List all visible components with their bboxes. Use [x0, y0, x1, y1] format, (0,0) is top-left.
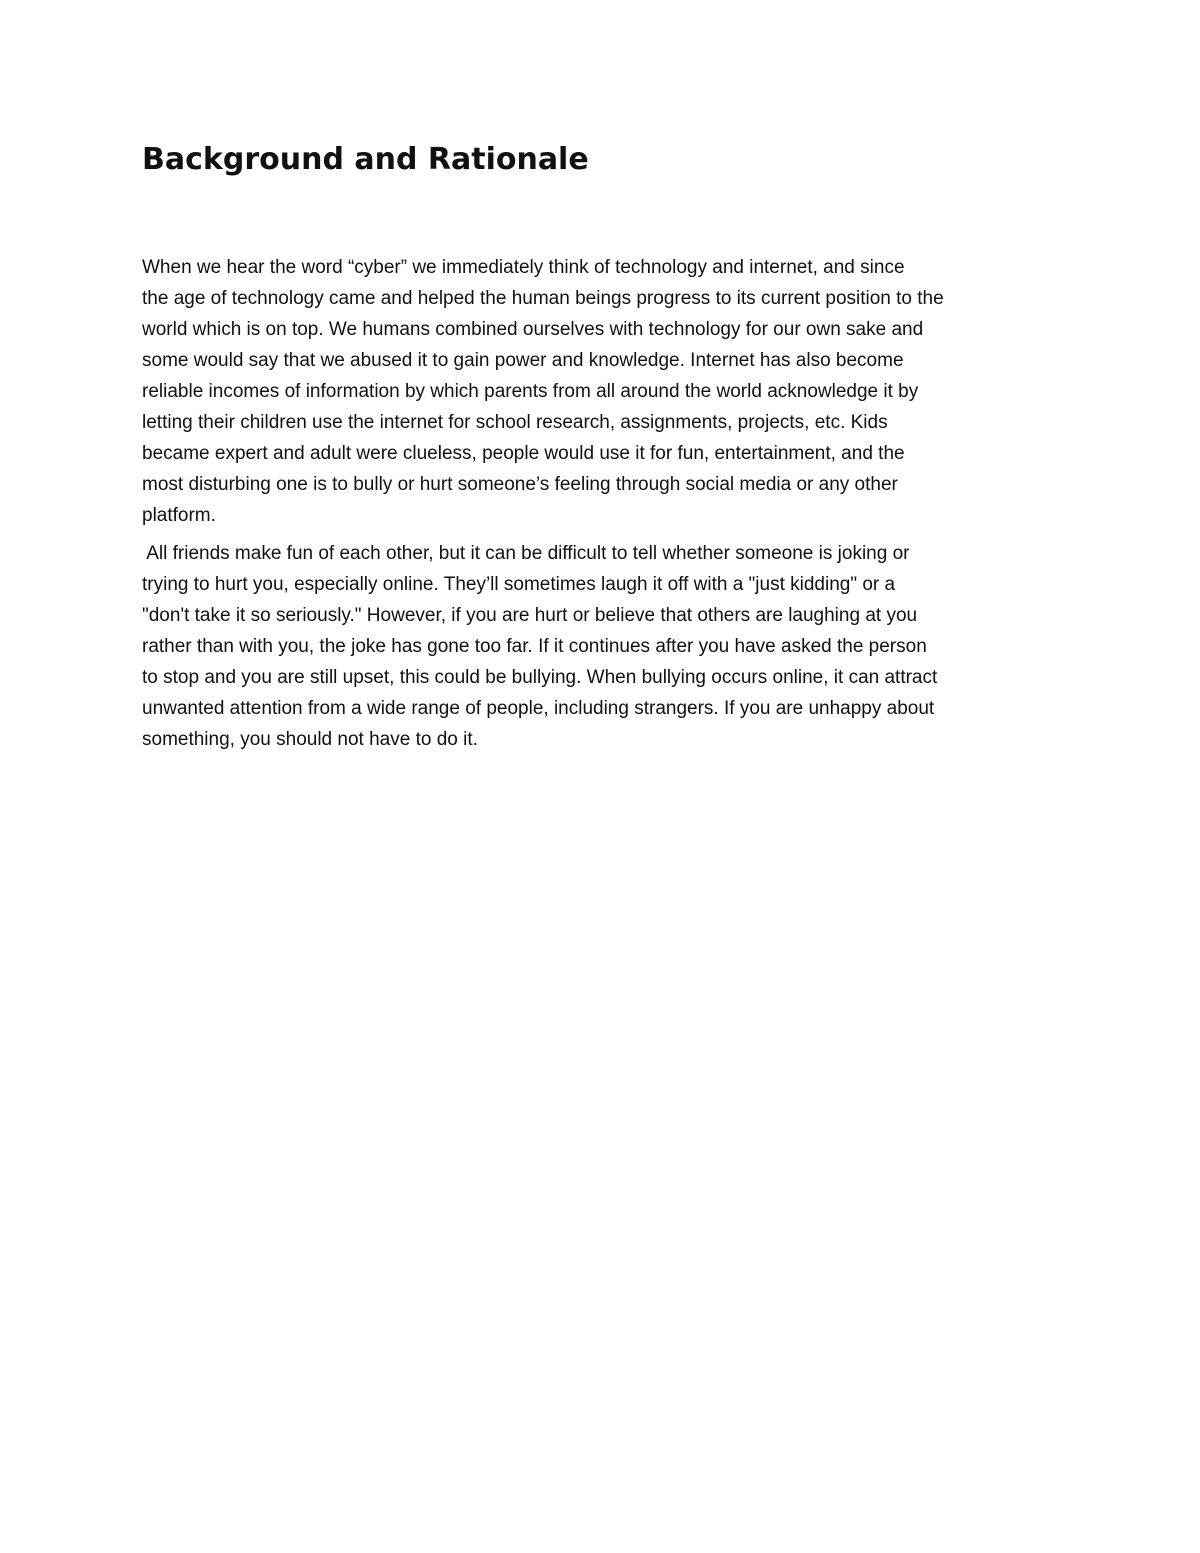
paragraph-line: platform. — [142, 505, 216, 526]
paragraph-line: some would say that we abused it to gain power and knowledge. Internet has also become — [142, 350, 904, 371]
paragraph-line: trying to hurt you, especially online. They’ll sometimes laugh it off with a "just kidding" or a — [142, 574, 896, 595]
paragraph-line: rather than with you, the joke has gone too far. If it continues after you have asked the person — [142, 636, 927, 657]
paragraph-line: reliable incomes of information by which parents from all around the world acknowledge it by — [142, 381, 919, 402]
paragraph-spacing — [142, 531, 1072, 538]
paragraph-line: world which is on top. We humans combined ourselves with technology for our own sake and — [142, 319, 924, 340]
paragraph-line: most disturbing one is to bully or hurt someone’s feeling through social media or any other — [142, 474, 898, 495]
document-body — [142, 252, 1072, 755]
paragraph-line: the age of technology came and helped the human beings progress to its current position to the — [142, 288, 944, 309]
paragraph-line: letting their children use the internet for school research, assignments, projects, etc. Kids — [142, 412, 888, 433]
paragraph-line: When we hear the word “cyber” we immediately think of technology and internet, and since — [142, 257, 905, 278]
paragraph-bullying — [142, 538, 1072, 755]
paragraph-line: became expert and adult were clueless, people would use it for fun, entertainment, and the — [142, 443, 905, 464]
paragraph-line: "don't take it so seriously." However, if you are hurt or believe that others are laughing at you — [142, 605, 918, 626]
paragraph-cyber-intro — [142, 252, 1072, 531]
document-title: Background and Rationale — [142, 142, 589, 177]
paragraph-line: All friends make fun of each other, but it can be difficult to tell whether someone is joking or — [142, 543, 910, 564]
paragraph-line: something, you should not have to do it. — [142, 729, 478, 750]
paragraph-line: unwanted attention from a wide range of people, including strangers. If you are unhappy about — [142, 698, 935, 719]
paragraph-line: to stop and you are still upset, this could be bullying. When bullying occurs online, it can attract — [142, 667, 938, 688]
